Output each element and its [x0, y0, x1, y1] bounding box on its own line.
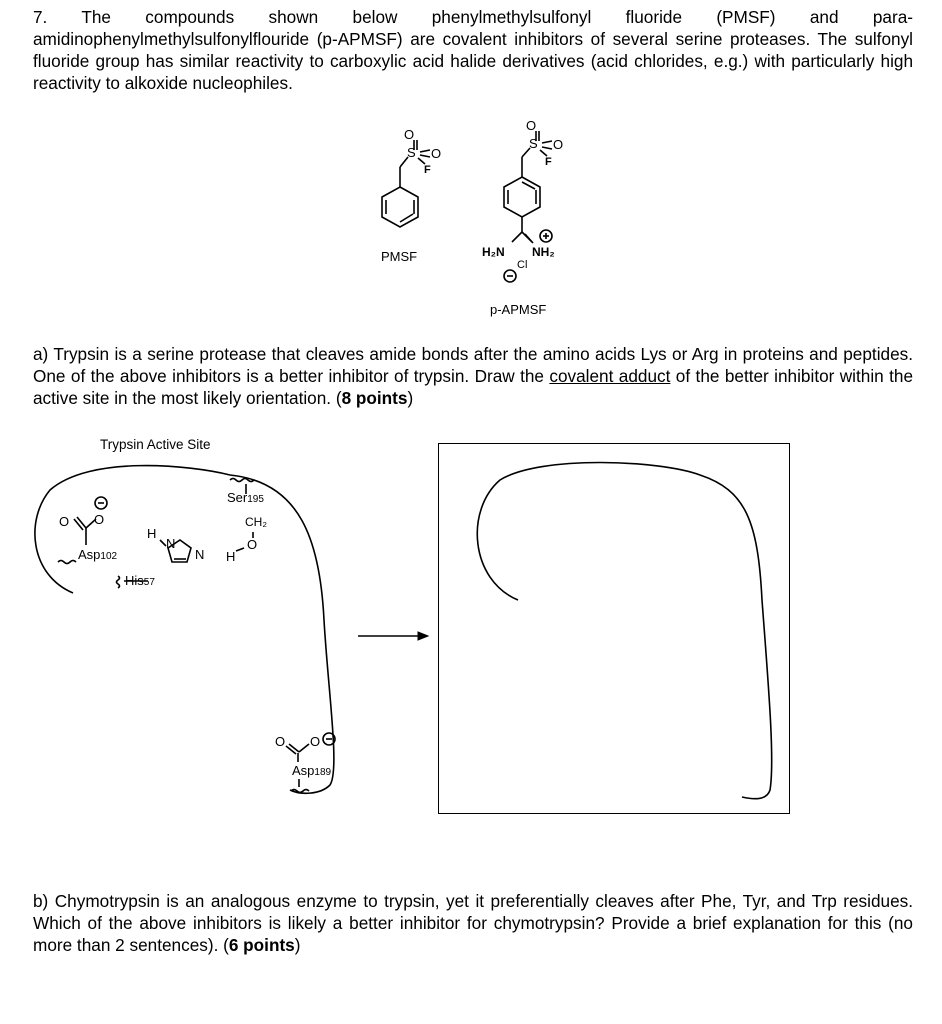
- papmsf-label: p-APMSF: [490, 302, 547, 317]
- papmsf-cl: Cl: [517, 259, 528, 271]
- asp189-o-left: O: [275, 734, 286, 749]
- ser195-h: H: [226, 549, 236, 564]
- ser195-label: Ser195: [227, 490, 264, 505]
- his57-label: His57: [125, 573, 155, 588]
- active-site-title: Trypsin Active Site: [100, 437, 211, 452]
- pmsf-structure: [382, 140, 430, 227]
- part-b-text: b) Chymotrypsin is an analogous enzyme to trypsin, yet it preferentially cleaves after Phe, Tyr, and Trp residues. Which of the above inhibitors is likely a better inhibitor for chymotrypsin? Provide a brief explanation for this (no more than 2 sentences). (6 points): [33, 891, 913, 955]
- papmsf-nh2: NH₂: [532, 245, 555, 259]
- part-a-points: 8 points: [341, 388, 408, 408]
- papmsf-structure: [504, 131, 552, 282]
- asp102-o-right: O: [94, 512, 105, 527]
- papmsf-o-right: O: [553, 137, 564, 152]
- pmsf-f: F: [424, 164, 431, 176]
- papmsf-o-top: O: [526, 118, 537, 133]
- his57-h: H: [147, 526, 157, 541]
- covalent-adduct-underlined: covalent adduct: [549, 366, 671, 386]
- his57-n1: N: [166, 536, 176, 551]
- asp102-o-left: O: [59, 514, 70, 529]
- pmsf-label: PMSF: [381, 249, 418, 264]
- papmsf-h2n: H₂N: [482, 245, 505, 259]
- answer-drawing-box[interactable]: [438, 443, 790, 814]
- papmsf-s: S: [529, 136, 538, 151]
- asp102-label: Asp102: [78, 547, 118, 562]
- papmsf-f: F: [545, 156, 552, 168]
- pmsf-o-right: O: [431, 146, 442, 161]
- his57-n2: N: [195, 547, 205, 562]
- part-b-points: 6 points: [228, 935, 295, 955]
- pmsf-s: S: [407, 145, 416, 160]
- ser195-o: O: [247, 537, 258, 552]
- question-7-text: 7. The compounds shown below phenylmethylsulfonyl fluoride (PMSF) and para-amidinophenylmethylsulfonylflouride (p-APMSF) are covalent inhibitors of several serine proteases. The sulfonyl fluoride group has similar reactivity to carboxylic acid halide derivatives (acid chlorides, e.g.) with particularly high reactivity to alkoxide nucleophiles.: [33, 7, 913, 93]
- asp189-label: Asp189: [292, 763, 332, 778]
- asp189-o-right: O: [310, 734, 321, 749]
- pmsf-o-top: O: [404, 127, 415, 142]
- part-a-text: a) Trypsin is a serine protease that cleaves amide bonds after the amino acids Lys or Arg in proteins and peptides. One of the above inhibitors is a better inhibitor of trypsin. Draw the covalent adduct of the better inhibitor within the active site in the most likely orientation. (8 points): [33, 344, 914, 408]
- ch2-label: CH₂: [245, 515, 267, 529]
